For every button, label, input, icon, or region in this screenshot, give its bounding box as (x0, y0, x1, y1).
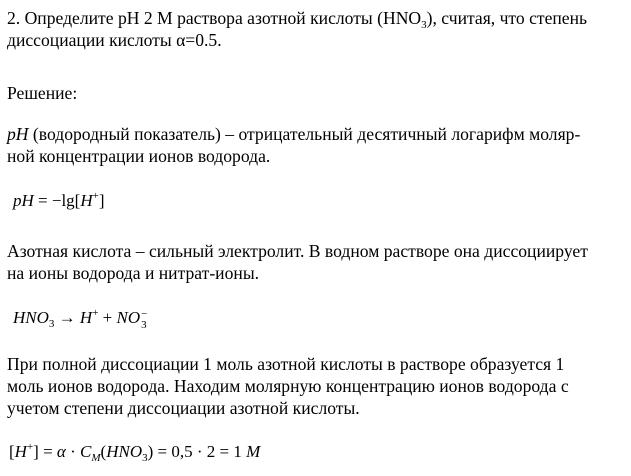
paragraph-3-line-3: учетом степени диссоциации азотной кислоты. (7, 398, 360, 418)
paragraph-3-line-2: моль ионов водорода. Находим молярную концентрацию ионов водорода с (7, 376, 569, 396)
solution-heading: Решение: (7, 83, 78, 103)
definition-line-1: pH (водородный показатель) – отрицательный десятичный логарифм моляр- (7, 124, 581, 144)
concentration-formula: $[H^+] = \alpha \cdot C_M(HNO_3) = 0,5 \cdot 2 = 1$ M (9, 441, 261, 464)
problem-line-2: диссоциации кислоты α=0.5. (7, 30, 222, 50)
problem-line-1: 2. Определите pH 2 M раствора азотной кислоты $(HNO_3)$, считая, что степень (7, 8, 588, 31)
dissociation-equation: $HNO_3 \to H^+$ + NO − 3 (13, 307, 148, 331)
paragraph-2-line-2: на ионы водорода и нитрат-ионы. (7, 263, 260, 283)
paragraph-3-line-1: При полной диссоциации 1 моль азотной кислоты в растворе образуется 1 (7, 354, 565, 374)
ph-formula: pH = −lg[H+] (13, 190, 105, 210)
paragraph-2-line-1: Азотная кислота – сильный электролит. В водном растворе она диссоциирует (7, 241, 588, 261)
definition-line-2: ной концентрации ионов водорода. (7, 146, 271, 166)
